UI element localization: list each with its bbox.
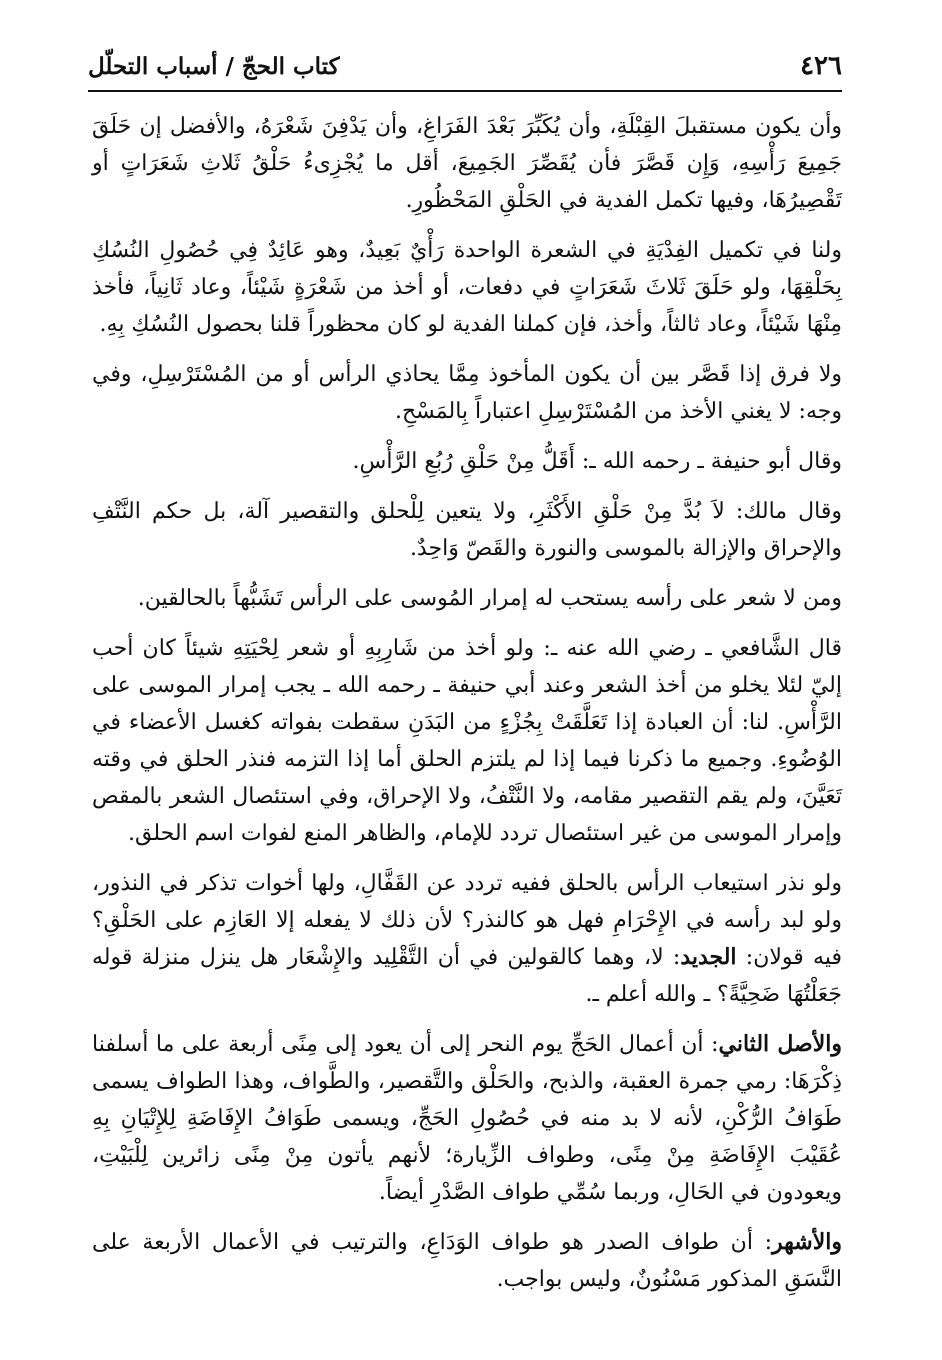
paragraph-7 <box>92 630 842 852</box>
paragraph-text: وقال مالك: لاَ بُدَّ مِنْ حَلْقِ الأَكْثَرِ، ولا يتعين لِلْحلق والتقصير آلة، بل حكم النَّتْفِ والإحراق والإزالة بالموسى والنورة والقَصّ وَاحِدٌ. <box>92 499 842 561</box>
paragraph-10 <box>92 1224 842 1298</box>
paragraph-8 <box>92 865 842 1013</box>
paragraph-text-continued: : لا، وهما كالقولين في أن التَّقْلِيد والإِشْعَار هل ينزل منزلة قوله جَعَلْتُهَا ضَحِيَّةً؟ ـ والله أعلم ـ. <box>92 945 842 1007</box>
paragraph-text: وقال أبو حنيفة ـ رحمه الله ـ: أَقَلُّ مِنْ حَلْقِ رُبُعِ الرَّأْسِ. <box>352 449 842 474</box>
paragraph-text: ومن لا شعر على رأسه يستحب له إمرار المُوسى على الرأس تَشَبُّهاً بالحالقين. <box>137 586 842 611</box>
paragraph-text: قال الشَّافعي ـ رضي الله عنه ـ: ولو أخذ من شَارِبِهِ أو شعر لِحْيَتِهِ شيئاً كان أحب إليّ لئلا يخلو من أخذ الشعر وعند أبي حنيفة ـ رحمه الله ـ يجب إمرار الموسى على الرَّأْسِ. لنا: أن العبادة إذا تَعَلَّقَتْ بِجُزْءٍ من البَدَنِ سقطت بفواته كغسل الأعضاء في الوُضُوءِ. وجميع ما ذكرنا فيما إذا لم يلتزم الحلق أما إذا التزمه فنذر الحلق في وقته تَعَيَّنَ، ولم يقم التقصير مقامه، ولا النَّتْفُ، ولا الإحراق، وفي استئصال الشعر بالمقص وإمرار الموسى من غير استئصال تردد للإمام، والظاهر المنع لفوات اسم الحلق. <box>92 636 842 846</box>
paragraph-text: ولو نذر استيعاب الرأس بالحلق ففيه تردد عن القَفَّالِ، ولها أخوات تذكر في النذور، ولو لبد رأسه في الإِحْرَامِ فهل هو كالنذر؟ لأن ذلك لا يفعله إلا العَازِم على الحَلْقِ؟ فيه قولان: <box>92 871 843 970</box>
paragraph-6 <box>92 580 842 617</box>
paragraph-text: : أن طواف الصدر هو طواف الوَدَاعِ، والترتيب في الأعمال الأربعة على النَّسَقِ المذكور مَسْنُونٌ، وليس بواجب. <box>92 1230 842 1292</box>
bold-term-new-opinion: الجديد <box>680 944 737 970</box>
paragraph-5 <box>92 493 842 567</box>
running-title: كتاب الحجّ / أسباب التحلّل <box>88 52 340 80</box>
section-lead-most-known: والأشهر <box>772 1229 842 1255</box>
paragraph-2 <box>92 232 842 343</box>
paragraph-text: ولنا في تكميل الفِدْيَةِ في الشعرة الواحدة رَأْيٌ بَعِيدٌ، وهو عَائِدٌ فِي حُصُولِ النُسُكِ بِحَلْقِهَا، ولو حَلَقَ ثَلاثَ شَعَرَاتٍ في دفعات، أو أخذ من شَعْرَةٍ شَيْئاً، وعاد ثَانِياً، فأخذ مِنْهَا شَيْئاً، وعاد ثالثاً، وأخذ، فإن كملنا الفدية لو كان محظوراً قلنا بحصول النُسُكِ بِهِ. <box>92 238 842 337</box>
page-header <box>88 42 842 92</box>
paragraph-9 <box>92 1026 842 1211</box>
paragraph-4 <box>92 443 842 480</box>
paragraph-1 <box>92 108 842 219</box>
paragraph-text: ولا فرق إذا قَصَّر بين أن يكون المأخوذ مِمَّا يحاذي الرأس أو من المُسْتَرْسِلِ، وفي وجه: لا يغني الأخذ من المُسْتَرْسِلِ اعتباراً بِالمَسْحِ. <box>92 362 842 424</box>
paragraph-text: وأن يكون مستقبلَ القِبْلَةِ، وأن يُكَبِّرَ بَعْدَ الفَرَاغِ، وأن يَدْفِنَ شَعْرَهُ، والأفضل إن حَلَقَ جَمِيعَ رَأْسِهِ، وَإِن قَصَّرَ فأن يُقَصِّرَ الجَمِيعَ، أقل ما يُجْزِىءُ حَلْقُ ثَلاثِ شَعَرَاتٍ أو تَقْصِيرُهَا، وفيها تكمل الفدية في الحَلْقِ المَحْظُورِ. <box>92 114 842 213</box>
page-number: ٤٢٦ <box>800 51 842 81</box>
section-lead-second-principle: والأصل الثاني <box>718 1031 842 1057</box>
paragraph-3 <box>92 356 842 430</box>
paragraph-text: : أن أعمال الحَجِّ يوم النحر إلى أن يعود إلى مِنًى أربعة على ما أسلفنا ذِكْرَهَا: رمي جمرة العقبة، والذبح، والحَلْق والتَّقصير، والطَّواف، وهذا الطواف يسمى طَوَافُ الرُّكْنِ، لأنه لا بد منه في حُصُولِ الحَجِّ، ويسمى طَوَافُ الإِفَاضَةِ لِلإِتْيَانِ بِهِ عُقَيْبَ الإِفَاضَةِ مِنْ مِنًى، وطواف الزِّيارة؛ لأنهم يأتون مِنْ مِنًى زائرين لِلْبَيْتِ، ويعودون في الحَالِ، وربما سُمِّي طواف الصَّدْرِ أيضاً. <box>92 1032 842 1205</box>
body-text <box>92 108 842 1311</box>
